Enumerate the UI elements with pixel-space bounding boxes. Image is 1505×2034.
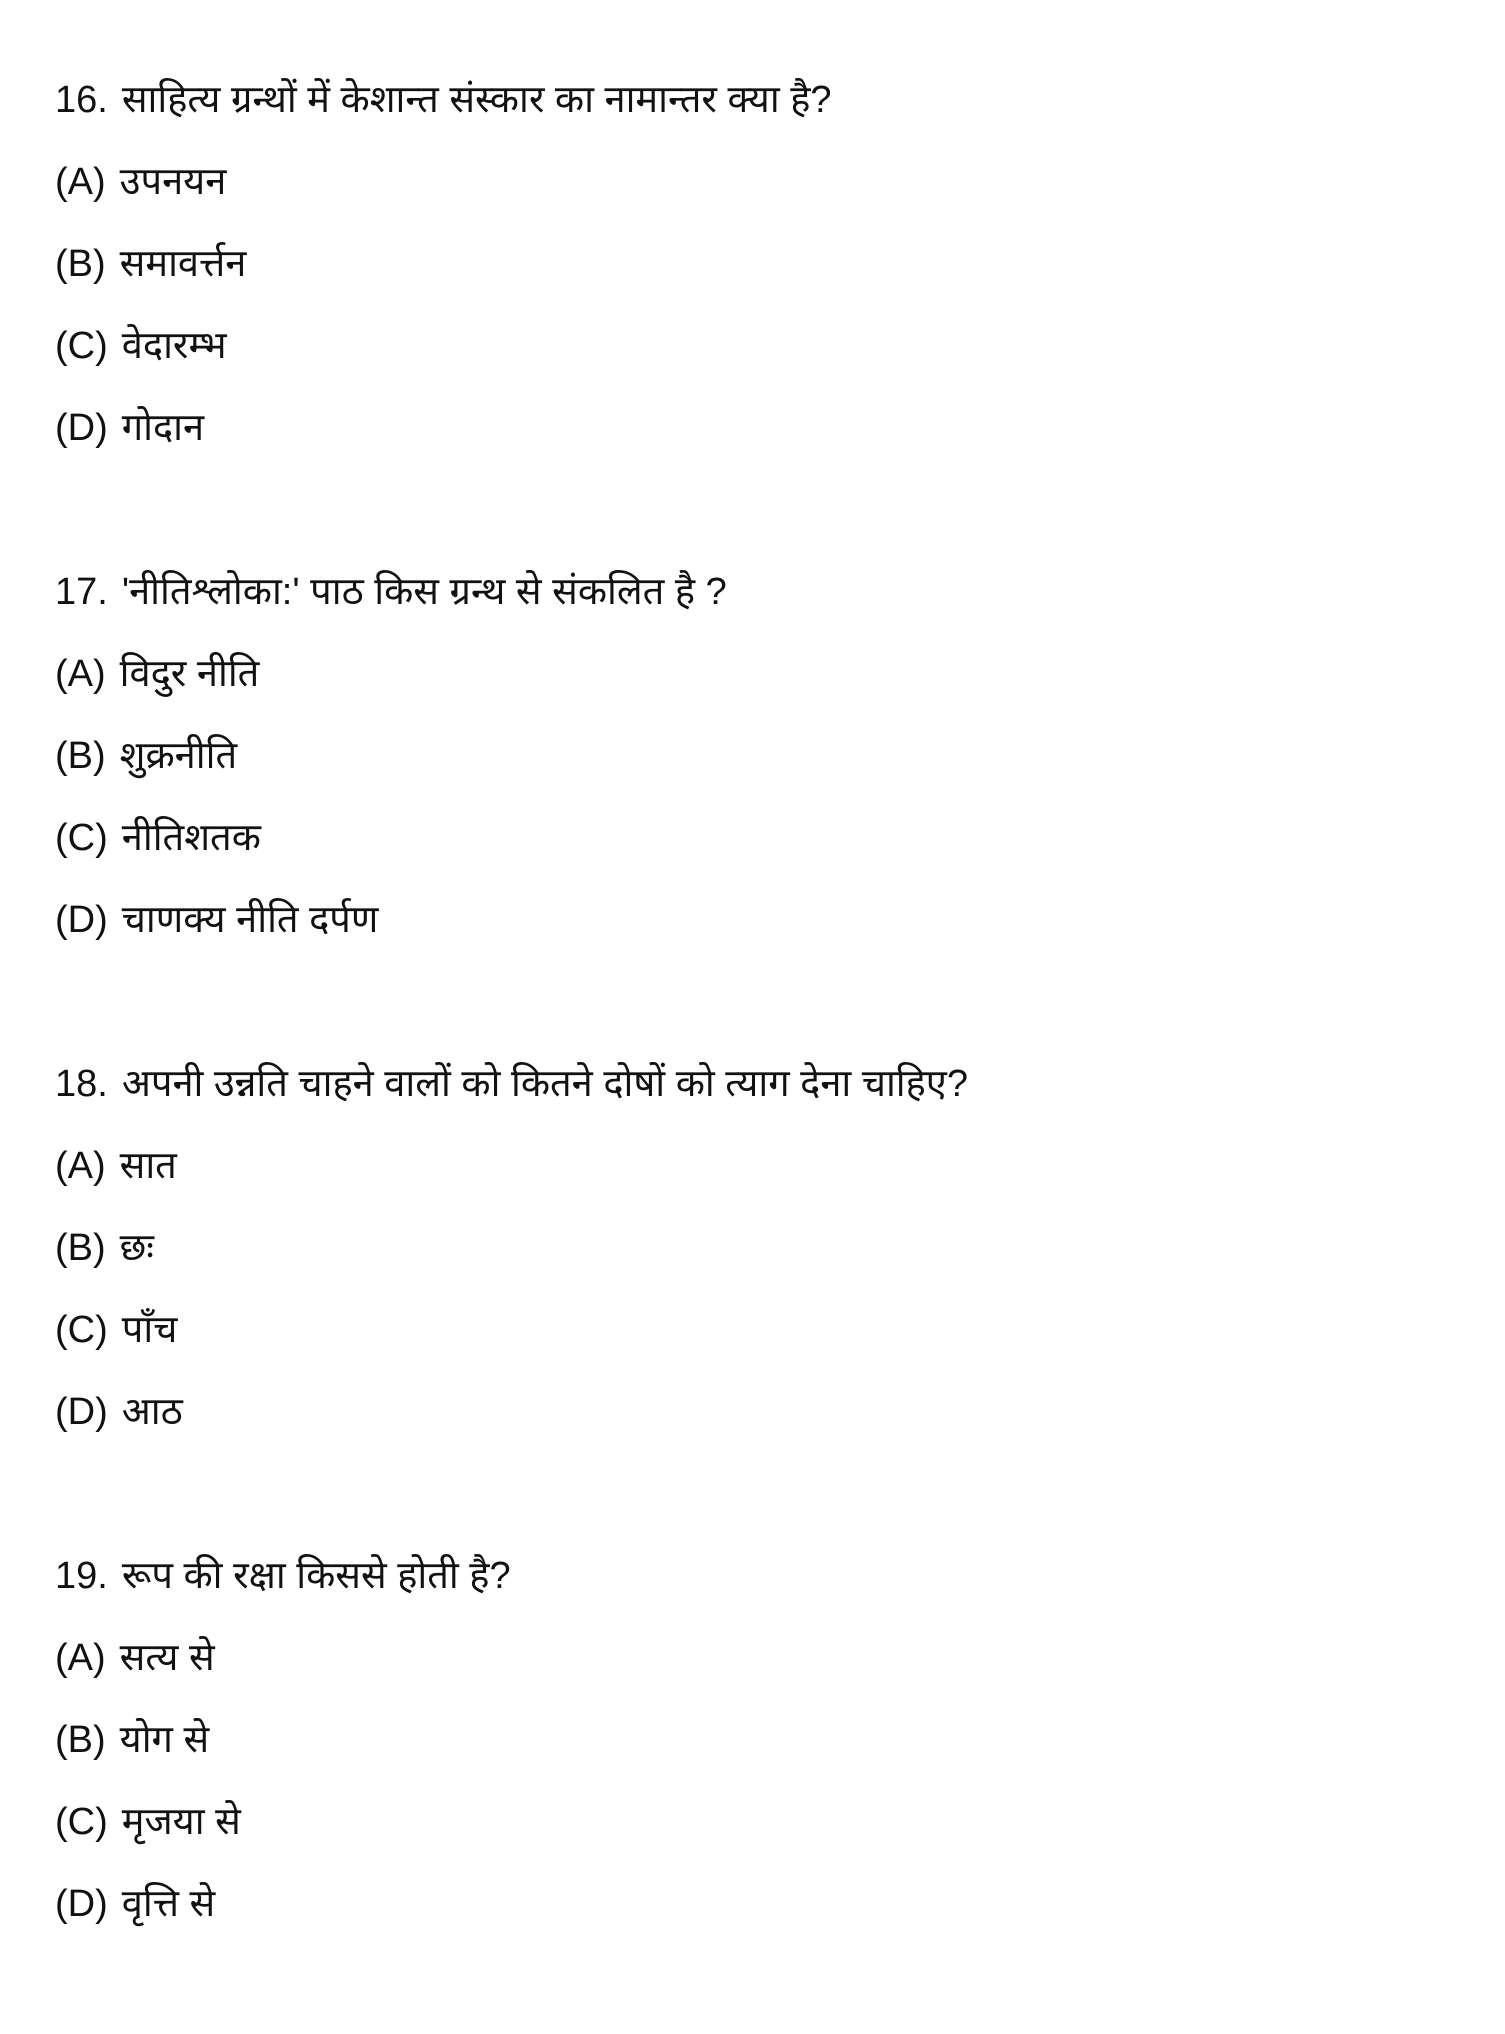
option-item <box>55 141 1475 223</box>
option-item <box>55 1617 1475 1699</box>
option-label: (B) <box>55 735 106 777</box>
question-number: 16. <box>55 79 108 121</box>
question-line <box>55 551 1475 633</box>
option-item <box>55 223 1475 305</box>
option-text: सात <box>119 1145 177 1187</box>
option-label: (B) <box>55 243 106 285</box>
question-text: अपनी उन्नति चाहने वालों को कितने दोषों को त्याग देना चाहिए? <box>121 1063 968 1105</box>
question-text: साहित्य ग्रन्थों में केशान्त संस्कार का नामान्तर क्या है? <box>121 79 832 121</box>
question-block <box>55 551 1475 961</box>
question-line <box>55 1043 1475 1125</box>
option-label: (A) <box>55 161 106 203</box>
option-item <box>55 797 1475 879</box>
option-label: (B) <box>55 1227 106 1269</box>
option-label: (A) <box>55 653 106 695</box>
option-label: (A) <box>55 1145 106 1187</box>
option-text: शुक्रनीति <box>119 735 238 777</box>
option-text: सत्य से <box>119 1637 215 1679</box>
question-number: 19. <box>55 1555 108 1597</box>
option-item <box>55 1371 1475 1453</box>
option-item <box>55 305 1475 387</box>
option-label: (C) <box>55 1801 108 1843</box>
question-line <box>55 59 1475 141</box>
option-text: वृत्ति से <box>121 1883 216 1925</box>
option-label: (C) <box>55 1309 108 1351</box>
question-line <box>55 1535 1475 1617</box>
option-item <box>55 1125 1475 1207</box>
question-block <box>55 59 1475 469</box>
option-text: वेदारम्भ <box>121 325 227 367</box>
option-text: समावर्त्तन <box>119 243 247 285</box>
option-text: नीतिशतक <box>121 817 261 859</box>
option-label: (C) <box>55 817 108 859</box>
question-number: 18. <box>55 1063 108 1105</box>
option-label: (D) <box>55 1883 108 1925</box>
option-item <box>55 1207 1475 1289</box>
option-label: (D) <box>55 899 108 941</box>
option-label: (A) <box>55 1637 106 1679</box>
question-text: 'नीतिश्लोका:' पाठ किस ग्रन्थ से संकलित है ? <box>121 571 727 613</box>
question-text: रूप की रक्षा किससे होती है? <box>121 1555 511 1597</box>
option-text: गोदान <box>121 407 205 449</box>
option-item <box>55 387 1475 469</box>
option-text: योग से <box>119 1719 210 1761</box>
option-text: चाणक्य नीति दर्पण <box>121 899 379 941</box>
option-item <box>55 1863 1475 1945</box>
option-label: (C) <box>55 325 108 367</box>
option-item <box>55 1289 1475 1371</box>
option-text: विदुर नीति <box>119 653 260 695</box>
option-text: पाँच <box>121 1309 178 1351</box>
option-text: छः <box>119 1227 154 1269</box>
option-item <box>55 633 1475 715</box>
question-number: 17. <box>55 571 108 613</box>
question-block <box>55 1043 1475 1453</box>
option-item <box>55 715 1475 797</box>
option-text: मृजया से <box>121 1801 241 1843</box>
option-label: (B) <box>55 1719 106 1761</box>
option-item <box>55 879 1475 961</box>
option-text: उपनयन <box>119 161 227 203</box>
option-label: (D) <box>55 407 108 449</box>
option-item <box>55 1699 1475 1781</box>
option-item <box>55 1781 1475 1863</box>
option-text: आठ <box>121 1391 183 1433</box>
option-label: (D) <box>55 1391 108 1433</box>
question-block <box>55 1535 1475 1945</box>
